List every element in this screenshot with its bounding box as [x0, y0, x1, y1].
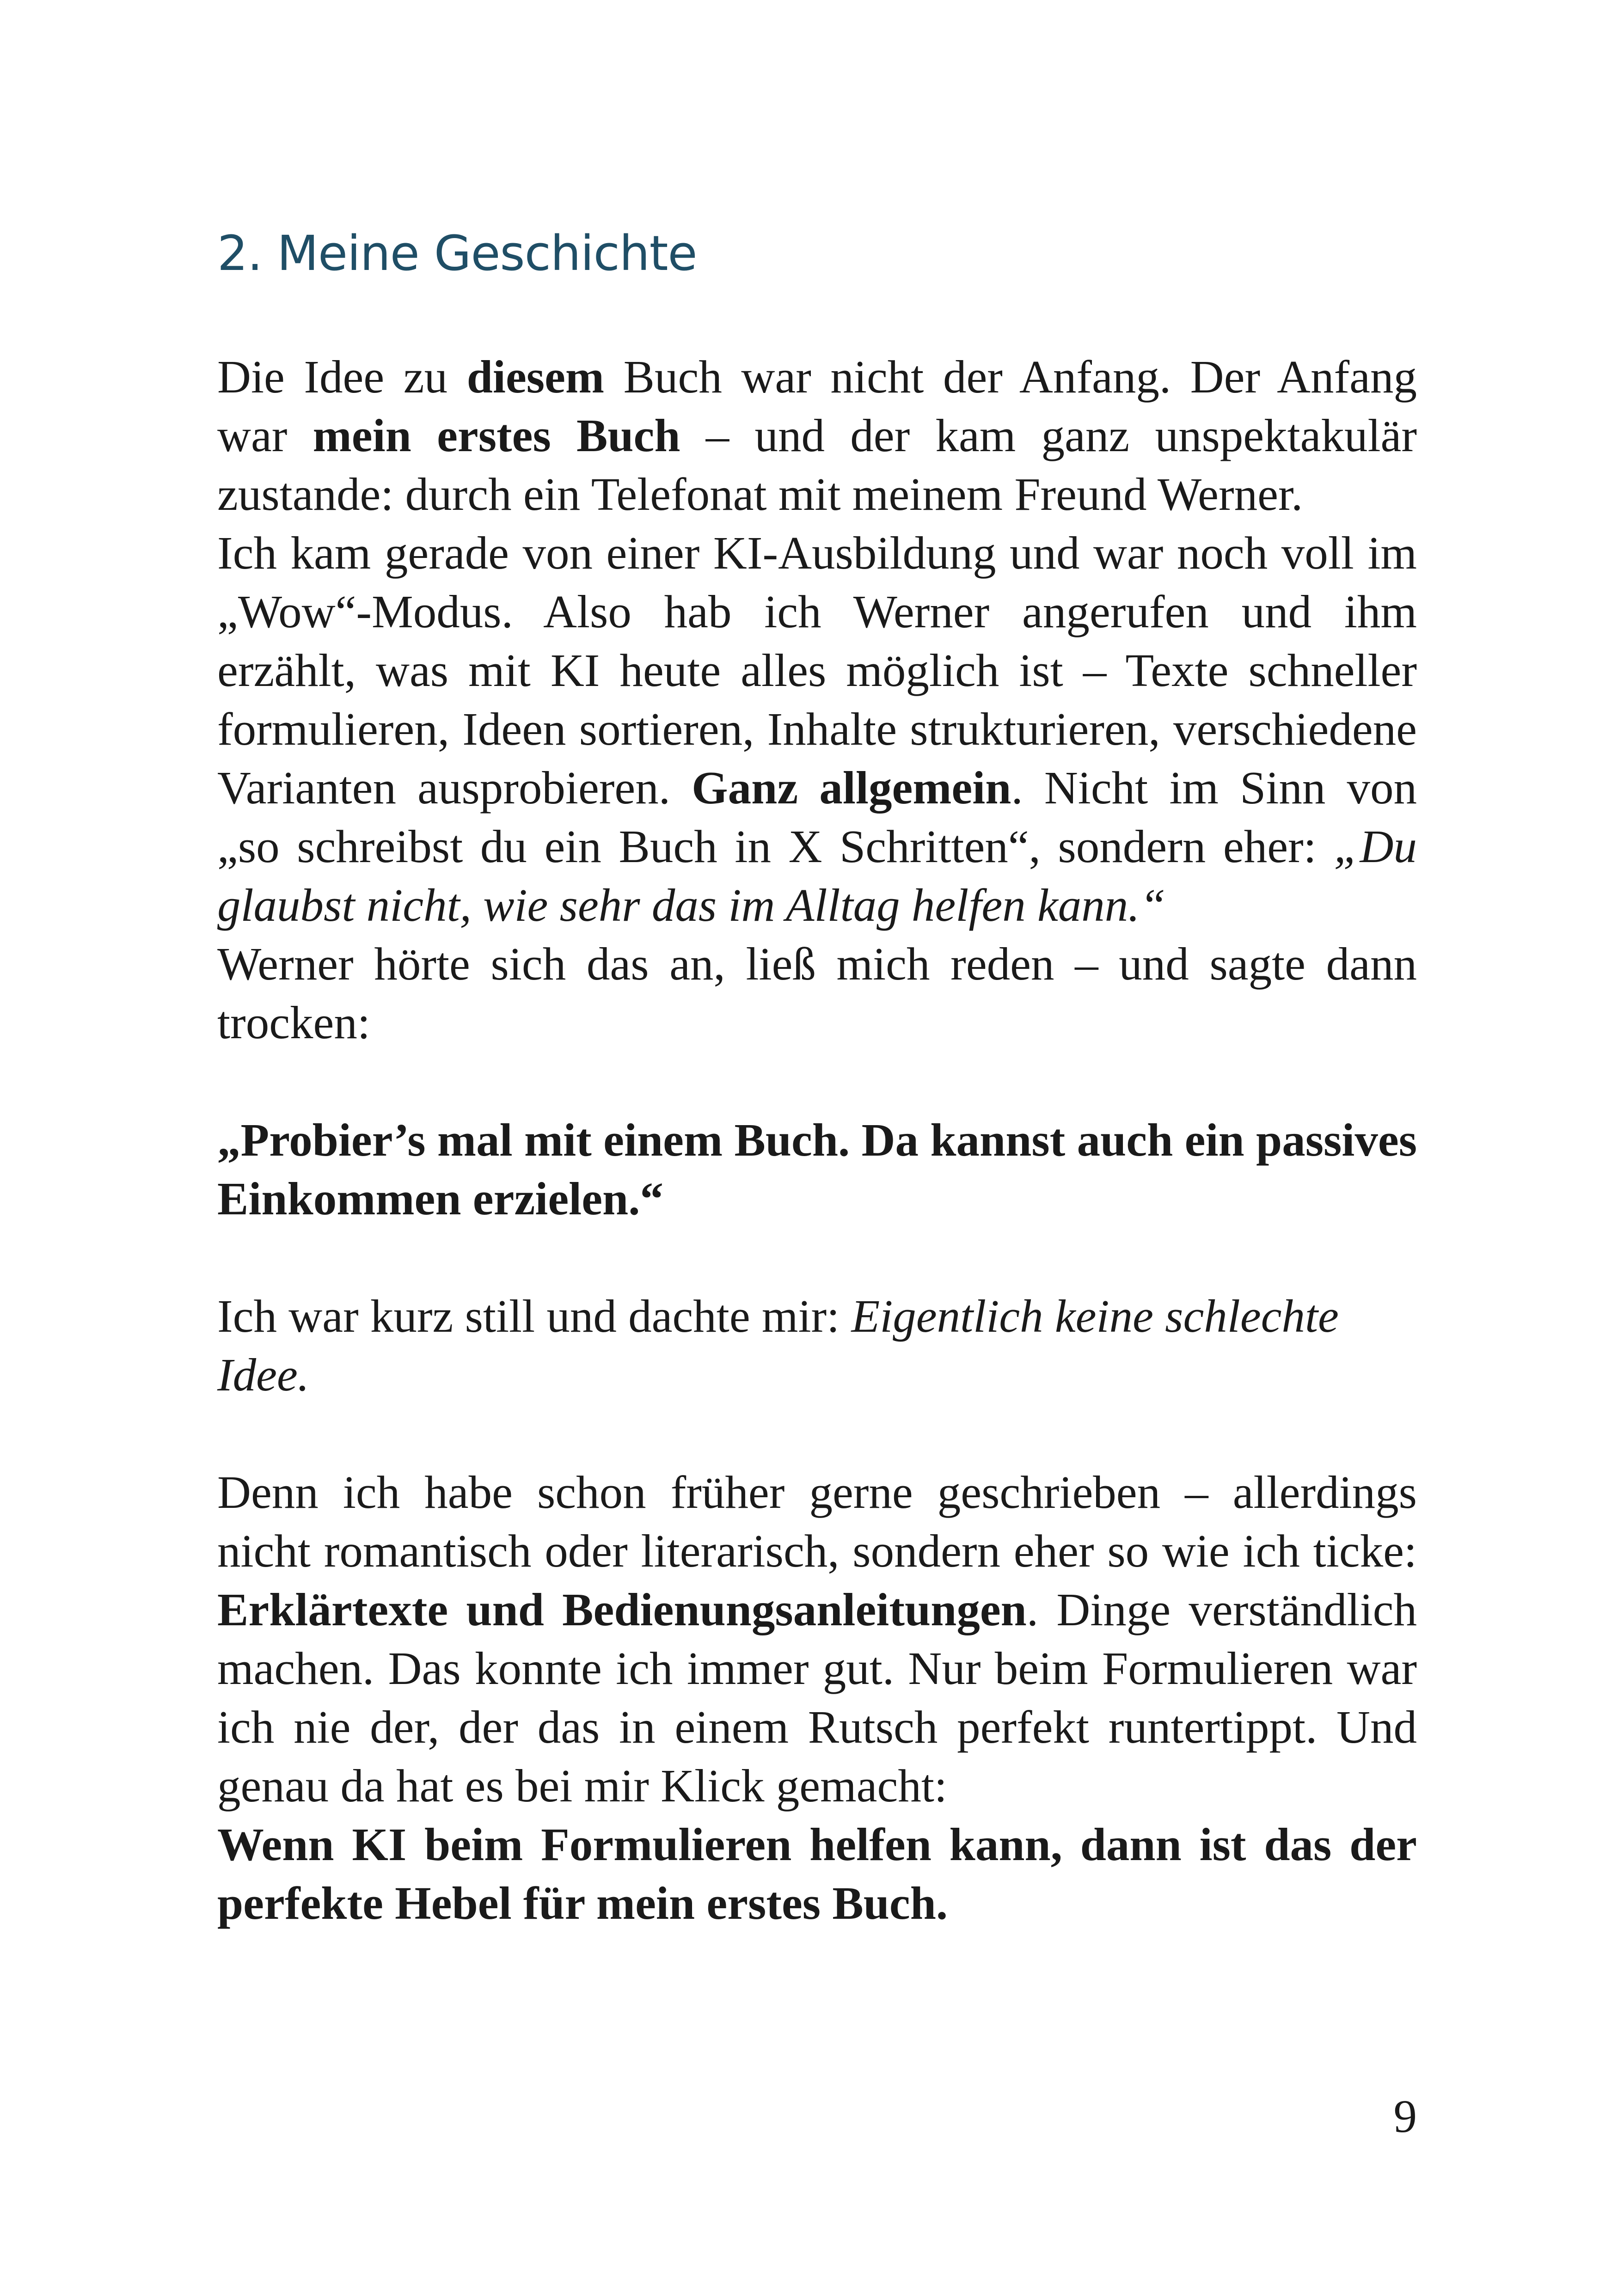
text-span: – und der kam ganz unspektakulär zustande: durch ein Telefonat mit meinem Freund Werner. [217, 410, 1417, 520]
paragraph-gap [217, 1228, 1417, 1287]
text-span: Werner hörte sich das an, ließ mich reden – und sagte dann trocken: [217, 938, 1417, 1048]
paragraph-ki-ausbildung [217, 524, 1417, 935]
text-span: . Dinge verständlich machen. Das konnte ich immer gut. Nur beim Formulieren war ich nie der, der das in einem Rutsch perfekt runtertippt. Und genau da hat es bei mir Klick gemacht: [217, 1584, 1417, 1812]
bold-span: diesem [466, 351, 605, 403]
text-span: Ich war kurz still und dachte mir: [217, 1290, 852, 1342]
paragraph-werner [217, 935, 1417, 1052]
paragraph-schreiben [217, 1463, 1417, 1815]
text-span: Buch war nicht der Anfang. Der Anfang war [217, 351, 1417, 461]
quote-werner [217, 1111, 1417, 1228]
text-span: „Probier’s mal mit einem Buch. Da kannst auch ein passives Einkommen erzielen.“ [217, 1114, 1417, 1225]
italic-span: „Du glaubst nicht, wie sehr das im Alltag helfen kann.“ [217, 820, 1417, 931]
bold-span: Ganz allgemein [692, 762, 1011, 814]
chapter-body [217, 348, 1417, 1933]
bold-span: Erklärtexte und Bedienungsanleitungen [217, 1584, 1027, 1635]
page-number: 9 [1393, 2090, 1417, 2142]
text-span: Die Idee zu [217, 351, 467, 403]
paragraph-gap [217, 1052, 1417, 1111]
text-span: Ich kam gerade von einer KI-Ausbildung und war noch voll im „Wow“-Modus. Also hab ich Werner angerufen und ihm erzählt, was mit KI heute alles möglich ist – Texte schneller formulieren, Ideen sortieren, Inhalte strukturieren, verschiedene Varianten ausprobieren. [217, 527, 1417, 814]
chapter-title: 2. Meine Geschichte [217, 225, 697, 282]
paragraph-gap [217, 1404, 1417, 1463]
paragraph-intro [217, 348, 1417, 524]
italic-span: Eigentlich keine schlechte Idee. [217, 1290, 1339, 1401]
text-span: . Nicht im Sinn von „so schreibst du ein Buch in X Schritten“, sondern eher: [217, 762, 1417, 872]
text-span: Wenn KI beim Formulieren helfen kann, dann ist das der perfekte Hebel für mein erstes Buch. [217, 1818, 1417, 1929]
paragraph-conclusion [217, 1815, 1417, 1933]
bold-span: mein erstes Buch [313, 410, 680, 461]
paragraph-reaction [217, 1287, 1417, 1404]
text-span: Denn ich habe schon früher gerne geschrieben – allerdings nicht romantisch oder literarisch, sondern eher so wie ich ticke: [217, 1466, 1417, 1577]
